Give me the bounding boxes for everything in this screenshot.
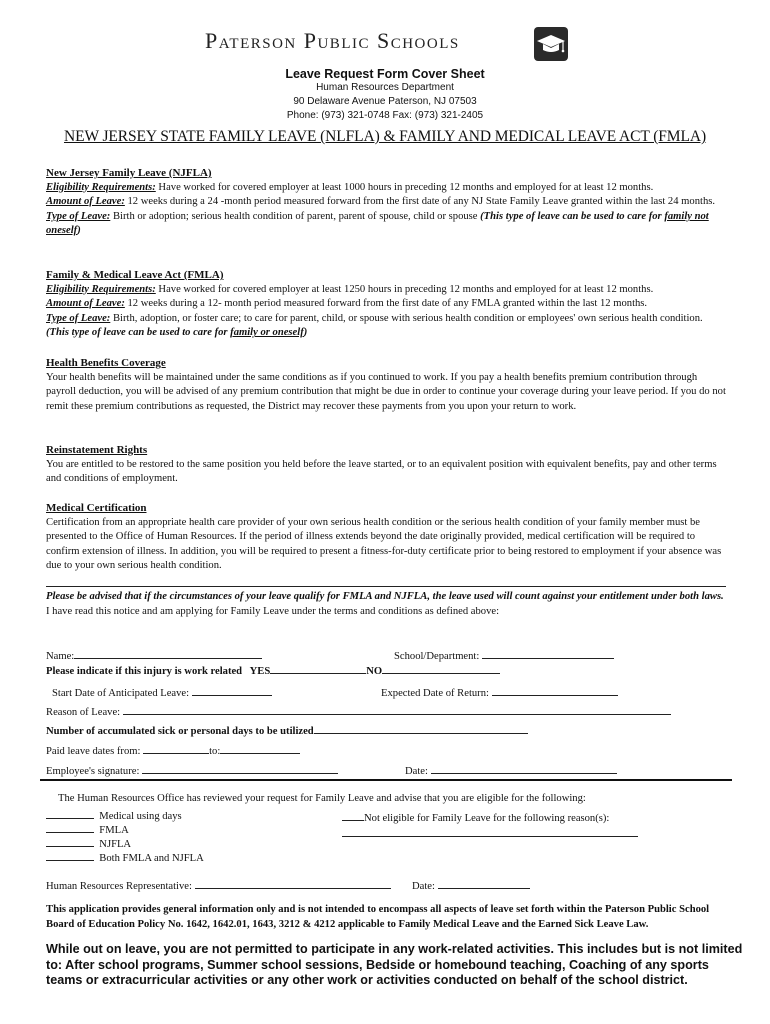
name-label: Name: xyxy=(46,651,75,662)
reinstatement-heading: Reinstatement Rights xyxy=(46,444,148,456)
school-field[interactable] xyxy=(482,648,614,659)
start-date-field[interactable] xyxy=(192,685,272,696)
fmla-heading: Family & Medical Leave Act (FMLA) xyxy=(46,269,224,281)
section-divider xyxy=(40,779,732,781)
notice-section xyxy=(46,590,726,619)
not-eligible-label: Not eligible for Family Leave for the following reason(s): xyxy=(364,813,610,824)
school-label: School/Department: xyxy=(394,651,480,662)
divider xyxy=(46,586,726,587)
accumulated-field[interactable] xyxy=(314,723,528,734)
reinstatement-section xyxy=(46,443,726,487)
hr-rep-field[interactable] xyxy=(195,878,391,889)
option-checkbox-line[interactable] xyxy=(46,836,94,847)
fmla-type: Type of Leave: Birth, adoption, or foster care; to care for parent, child, or spouse with serious health condition or employees' own serious health condition. (This type of leave can be used to care for family or oneself) xyxy=(46,312,703,339)
accumulated-label: Number of accumulated sick or personal days to be utilized xyxy=(46,726,314,737)
work-related-row xyxy=(46,663,500,677)
graduation-cap-icon xyxy=(533,26,569,62)
medical-cert-heading: Medical Certification xyxy=(46,502,147,514)
no-field[interactable] xyxy=(382,663,500,674)
paid-from-field[interactable] xyxy=(143,743,209,754)
paid-leave-row xyxy=(46,743,300,757)
entitlement-notice: Please be advised that if the circumstances of your leave qualify for FMLA and NJFLA, the leave used will count against your entitlement under both laws. xyxy=(46,591,724,602)
date-row xyxy=(405,763,617,777)
option-checkbox-line[interactable] xyxy=(46,850,94,861)
department-name: Human Resources Department xyxy=(316,82,454,93)
not-eligible-reason-row xyxy=(342,826,638,840)
paid-leave-label: Paid leave dates from: xyxy=(46,746,141,757)
signature-field[interactable] xyxy=(142,763,338,774)
njfla-type: Type of Leave: Birth or adoption; serious health condition of parent, parent of spouse, child or spouse (This type of leave can be used to care for family not oneself) xyxy=(46,210,709,237)
option-checkbox-line[interactable] xyxy=(46,822,94,833)
school-row xyxy=(394,648,614,662)
no-label: NO xyxy=(366,666,383,677)
njfla-amount: Amount of Leave: 12 weeks during a 24 -month period measured forward from the first date of any NJ State Family Leave granted within the last 24 months. xyxy=(46,196,716,208)
phone-fax: Phone: (973) 321-0748 Fax: (973) 321-2405 xyxy=(286,110,484,121)
hr-rep-label: Human Resources Representative: xyxy=(46,881,192,892)
date-label: Date: xyxy=(405,766,428,777)
main-title: NEW JERSEY STATE FAMILY LEAVE (NLFLA) & FAMILY AND MEDICAL LEAVE ACT (FMLA) xyxy=(63,128,707,145)
yes-label: YES xyxy=(249,666,271,677)
yes-field[interactable] xyxy=(270,663,366,674)
to-label: to: xyxy=(209,746,221,757)
return-date-field[interactable] xyxy=(492,685,618,696)
medical-cert-text: Certification from an appropriate health care provider of your own serious health condition or the serious health condition of your family member must be presented to the Office of Human Resources. If the period of illness extends beyond the date originally provided, medical certification will be required to confirm extension of illness. In addition, you will be required to present a fitness-for-duty certificate prior to being restored to employment if your absence was due to your own serious health condition. xyxy=(46,516,722,572)
option-checkbox-line[interactable] xyxy=(46,808,94,819)
return-date-label: Expected Date of Return: xyxy=(381,688,489,699)
start-date-row xyxy=(52,685,272,699)
hr-option-2: NJFLA xyxy=(46,836,131,850)
accumulated-row xyxy=(46,723,528,737)
work-activity-notice: While out on leave, you are not permitted to participate in any work-related activities. This includes but is not limited to: After school programs, Summer school sessions, Bedside or homebound teaching, Coaching of any sports teams or extracurricular activities or any other work or activities conducted on behalf of the school district. xyxy=(46,942,743,988)
reason-label: Reason of Leave: xyxy=(46,707,121,718)
reinstatement-text: You are entitled to be restored to the same position you held before the leave started, or to an equivalent position with equivalent benefits, pay and other terms and conditions of employment. xyxy=(46,458,717,485)
signature-row xyxy=(46,763,338,777)
health-benefits-heading: Health Benefits Coverage xyxy=(46,357,166,369)
name-row xyxy=(46,648,262,662)
fmla-eligibility: Eligibility Requirements: Have worked for covered employer at least 1250 hours in preceding 12 months and employed for at least 12 months. xyxy=(46,283,654,295)
fmla-amount: Amount of Leave: 12 weeks during a 12- month period measured forward from the first date of any FMLA granted within the last 12 months. xyxy=(46,298,648,310)
not-eligible-reason-field[interactable] xyxy=(342,826,638,837)
hr-option-1: FMLA xyxy=(46,822,129,836)
not-eligible-field[interactable] xyxy=(342,810,364,821)
address: 90 Delaware Avenue Paterson, NJ 07503 xyxy=(293,96,477,107)
read-notice: I have read this notice and am applying for Family Leave under the terms and conditions as defined above: xyxy=(46,605,500,617)
date-field[interactable] xyxy=(431,763,617,774)
reason-field[interactable] xyxy=(123,704,671,715)
work-related-label: Please indicate if this injury is work related xyxy=(46,666,243,677)
hr-intro: The Human Resources Office has reviewed your request for Family Leave and advise that you are eligible for the following: xyxy=(58,793,586,804)
paid-to-field[interactable] xyxy=(220,743,300,754)
org-name: Paterson Public Schools xyxy=(205,28,460,53)
return-date-row xyxy=(381,685,618,699)
hr-option-3: Both FMLA and NJFLA xyxy=(46,850,204,864)
njfla-heading: New Jersey Family Leave (NJFLA) xyxy=(46,167,212,179)
hr-date-field[interactable] xyxy=(438,878,530,889)
not-eligible-row xyxy=(342,810,609,824)
hr-date-label: Date: xyxy=(412,881,435,892)
hr-option-0: Medical using days xyxy=(46,808,182,822)
reason-row xyxy=(46,704,671,718)
form-title: Leave Request Form Cover Sheet xyxy=(285,67,485,81)
medical-cert-section xyxy=(46,501,726,574)
name-field[interactable] xyxy=(74,648,262,659)
njfla-section xyxy=(46,166,726,239)
start-date-label: Start Date of Anticipated Leave: xyxy=(52,688,190,699)
signature-label: Employee's signature: xyxy=(46,766,140,777)
policy-disclaimer: This application provides general information only and is not intended to encompass all aspects of leave set forth within the Paterson Public School Board of Education Policy No. 1642, 1642.01, 1643, 3212 & 4212 applicable to Family Medical Leave and the Earned Sick Leave Law. xyxy=(46,904,710,930)
fmla-section xyxy=(46,268,726,341)
health-benefits-text: Your health benefits will be maintained under the same conditions as if you continued to work. If you pay a health benefits premium contribution through payroll deduction, you will be advised of any premium contribution that might be due in order to continue your coverage during your leave period. If you do not remit these premium contributions as requested, the District may recover these payments from you upon your return to work. xyxy=(46,371,726,412)
health-benefits-section xyxy=(46,356,726,414)
hr-rep-row xyxy=(46,878,391,892)
hr-date-row xyxy=(412,878,530,892)
njfla-eligibility: Eligibility Requirements: Have worked for covered employer at least 1000 hours in preceding 12 months and employed for at least 12 months. xyxy=(46,181,654,193)
